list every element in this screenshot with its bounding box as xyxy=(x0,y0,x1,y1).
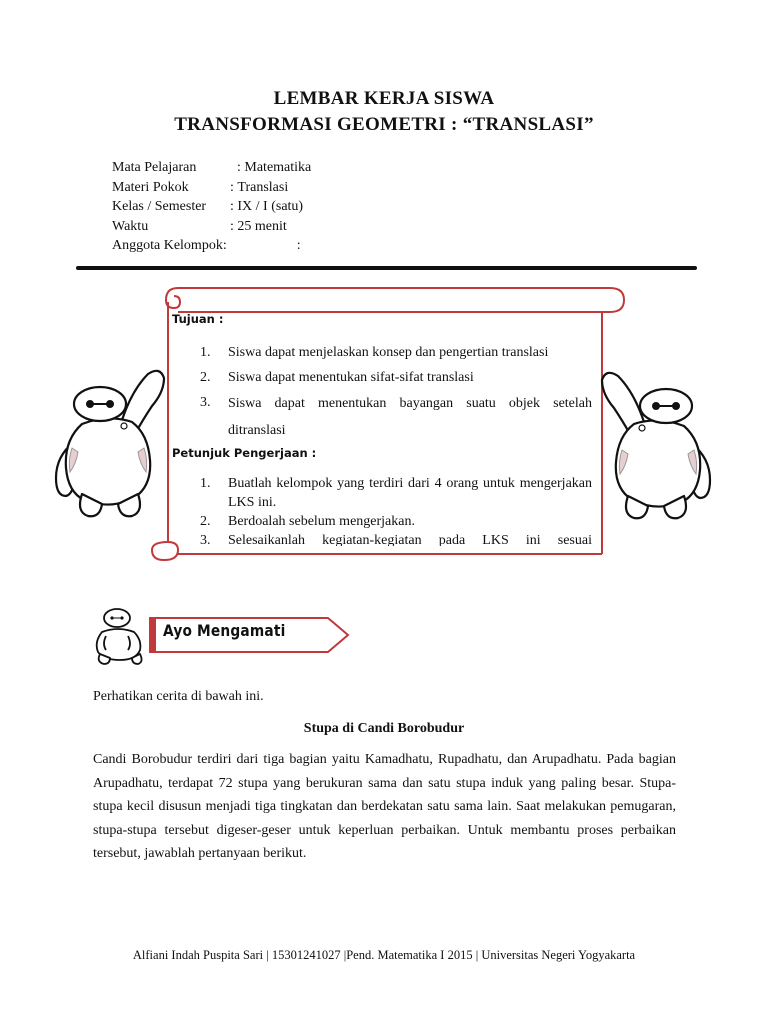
info-row-class xyxy=(112,197,311,217)
worksheet-title: LEMBAR KERJA SISWA xyxy=(273,88,495,109)
list-item: 2. Siswa dapat menentukan sifat-sifat translasi xyxy=(200,370,474,385)
list-item: 1. Siswa dapat menjelaskan konsep dan pengertian translasi xyxy=(200,345,549,360)
info-label: Anggota Kelompok: xyxy=(112,238,227,254)
petunjuk-list xyxy=(172,474,592,546)
scroll-content xyxy=(172,312,592,546)
info-separator: : xyxy=(230,199,238,215)
info-label: Kelas / Semester xyxy=(112,199,207,215)
story-title: Stupa di Candi Borobudur xyxy=(303,721,465,736)
petunjuk-heading: Petunjuk Pengerjaan : xyxy=(172,446,317,460)
info-row-topic xyxy=(112,178,311,198)
info-label: Mata Pelajaran xyxy=(112,160,197,175)
info-value: IX / I (satu) xyxy=(237,199,304,215)
info-value: Translasi xyxy=(237,179,289,195)
info-row-subject xyxy=(112,158,311,178)
info-row-members xyxy=(112,236,311,256)
baymax-waving-right-icon xyxy=(596,362,714,522)
list-item: 1. Buatlah kelompok yang terdiri dari 4 orang untuk mengerjakan LKS ini. xyxy=(200,476,592,510)
story-paragraph: Candi Borobudur terdiri dari tiga bagian yaitu Kamadhatu, Rupadhatu, dan Arupadhatu. Pada bagian Arupadhatu, terdapat 72 stupa yang berukuran sama dan satu stupa induk yang paling besar. Stupa-stupa kecil disusun menjadi tiga tingkatan dan berdekatan satu sama lain. Saat melakukan pemugaran, stupa-stupa tersebut digeser-geser untuk keperluan perbaikan. Untuk membantu proses perbaikan tersebut, jawablah pertanyaan berikut. xyxy=(93,752,676,861)
list-item: 3. Siswa dapat menentukan bayangan suatu objek setelah ditranslasi xyxy=(200,395,592,438)
list-item: 2. Berdoalah sebelum mengerjakan. xyxy=(200,514,415,529)
list-item: 3. Selesaikanlah kegiatan-kegiatan pada LKS ini sesuai xyxy=(200,533,592,546)
info-separator: : xyxy=(230,160,245,175)
tujuan-heading: Tujuan : xyxy=(172,312,224,326)
page-footer: Alfiani Indah Puspita Sari | 15301241027 |Pend. Matematika I 2015 | Universitas Negeri Yogyakarta xyxy=(132,948,636,962)
info-separator: : xyxy=(226,238,301,254)
header-divider xyxy=(76,266,697,270)
info-row-time xyxy=(112,217,311,237)
info-value: Matematika xyxy=(244,160,312,175)
story-intro: Perhatikan cerita di bawah ini. xyxy=(93,689,264,704)
baymax-waving-left-icon xyxy=(52,360,170,520)
tujuan-list xyxy=(172,340,592,444)
info-separator: : xyxy=(230,218,238,234)
section-title: Ayo Mengamati xyxy=(163,621,286,640)
info-block xyxy=(112,158,311,256)
baymax-sitting-icon xyxy=(97,609,142,664)
info-separator: : xyxy=(230,179,238,195)
info-label: Materi Pokok xyxy=(112,179,189,195)
info-label: Waktu xyxy=(112,218,149,234)
info-value: 25 menit xyxy=(237,218,287,234)
worksheet-subtitle: TRANSFORMASI GEOMETRI : “TRANSLASI” xyxy=(174,114,594,135)
